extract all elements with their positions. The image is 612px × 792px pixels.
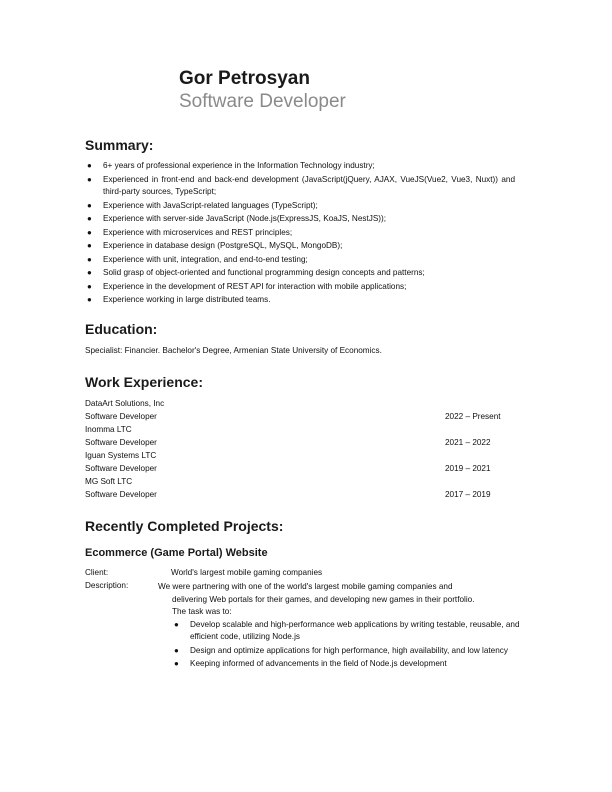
job-role: Software Developer	[85, 464, 157, 473]
education-text: Specialist: Financier. Bachelor's Degree, Armenian State University of Economics.	[85, 346, 382, 355]
job-period: 2022 – Present	[445, 412, 501, 421]
summary-item: ● Experience with microservices and REST principles;	[85, 227, 515, 240]
job-company: MG Soft LTC	[85, 477, 133, 486]
job-role-row	[85, 462, 515, 475]
task-list	[158, 619, 528, 671]
bullet-icon: ●	[174, 619, 179, 629]
work-experience-list	[85, 397, 515, 501]
summary-item: ● Experienced in front-end and back-end development (JavaScript(jQuery, AJAX, VueJS(Vue2, Vue3, Nuxt)) and third-party sources, TypeScript;	[87, 174, 515, 196]
description-block	[158, 581, 528, 672]
bullet-icon: ●	[174, 659, 179, 668]
summary-item: ● 6+ years of professional experience in the Information Technology industry;	[85, 160, 515, 173]
task-item: ● Develop scalable and high-performance web applications by writing testable, reusable, and efficient code, utilizing Node.js	[174, 619, 520, 641]
task-item: ● Design and optimize applications for high performance, high availability, and low latency	[172, 645, 528, 658]
bullet-icon: ●	[87, 174, 92, 184]
bullet-icon: ●	[174, 645, 179, 655]
projects-heading: Recently Completed Projects:	[85, 518, 284, 534]
bullet-icon: ●	[87, 268, 92, 277]
summary-item: ● Experience in the development of REST API for interaction with mobile applications;	[85, 281, 515, 294]
job-role-row	[85, 410, 515, 423]
summary-list	[85, 160, 515, 308]
client-label: Client:	[85, 568, 109, 577]
bullet-icon: ●	[87, 241, 92, 250]
summary-item: ● Experience in database design (PostgreSQL, MySQL, MongoDB);	[85, 240, 515, 253]
job-company: Inomma LTC	[85, 425, 132, 434]
bullet-icon: ●	[87, 200, 92, 210]
job-role: Software Developer	[85, 412, 157, 421]
summary-item: ● Experience with JavaScript-related languages (TypeScript);	[85, 200, 515, 213]
job-period: 2021 – 2022	[445, 438, 491, 447]
candidate-title: Software Developer	[179, 91, 346, 112]
summary-heading: Summary:	[85, 137, 154, 153]
task-intro: The task was to:	[172, 607, 232, 616]
job-company: Iguan Systems LTC	[85, 451, 157, 460]
summary-item: ● Solid grasp of object-oriented and functional programming design concepts and patterns;	[85, 267, 515, 280]
bullet-icon: ●	[87, 161, 92, 170]
bullet-icon: ●	[87, 295, 92, 304]
client-value: World's largest mobile gaming companies	[171, 568, 323, 577]
description-first-line: We were partnering with one of the world's largest mobile gaming companies and	[158, 582, 453, 591]
job-period: 2019 – 2021	[445, 464, 491, 473]
candidate-name: Gor Petrosyan	[179, 68, 310, 89]
job-company: DataArt Solutions, Inc	[85, 399, 165, 408]
job-role-row	[85, 436, 515, 449]
summary-item: ● Experience with unit, integration, and end-to-end testing;	[85, 254, 515, 267]
education-heading: Education:	[85, 321, 158, 337]
job-role-row	[85, 488, 515, 501]
bullet-icon: ●	[87, 254, 92, 264]
job-period: 2017 – 2019	[445, 490, 491, 499]
project-title: Ecommerce (Game Portal) Website	[85, 547, 268, 559]
summary-item: ● Experience with server-side JavaScript (Node.js(ExpressJS, KoaJS, NestJS));	[85, 213, 515, 226]
work-heading: Work Experience:	[85, 374, 204, 390]
summary-item: ● Experience working in large distributed teams.	[85, 294, 515, 307]
task-item: ● Keeping informed of advancements in the field of Node.js development	[172, 658, 528, 671]
bullet-icon: ●	[87, 281, 92, 291]
bullet-icon: ●	[87, 214, 92, 223]
description-label: Description:	[85, 581, 129, 590]
job-role: Software Developer	[85, 438, 157, 447]
description-rest: delivering Web portals for their games, and developing new games in their portfolio.	[172, 594, 475, 604]
bullet-icon: ●	[87, 227, 92, 237]
job-role: Software Developer	[85, 490, 157, 499]
